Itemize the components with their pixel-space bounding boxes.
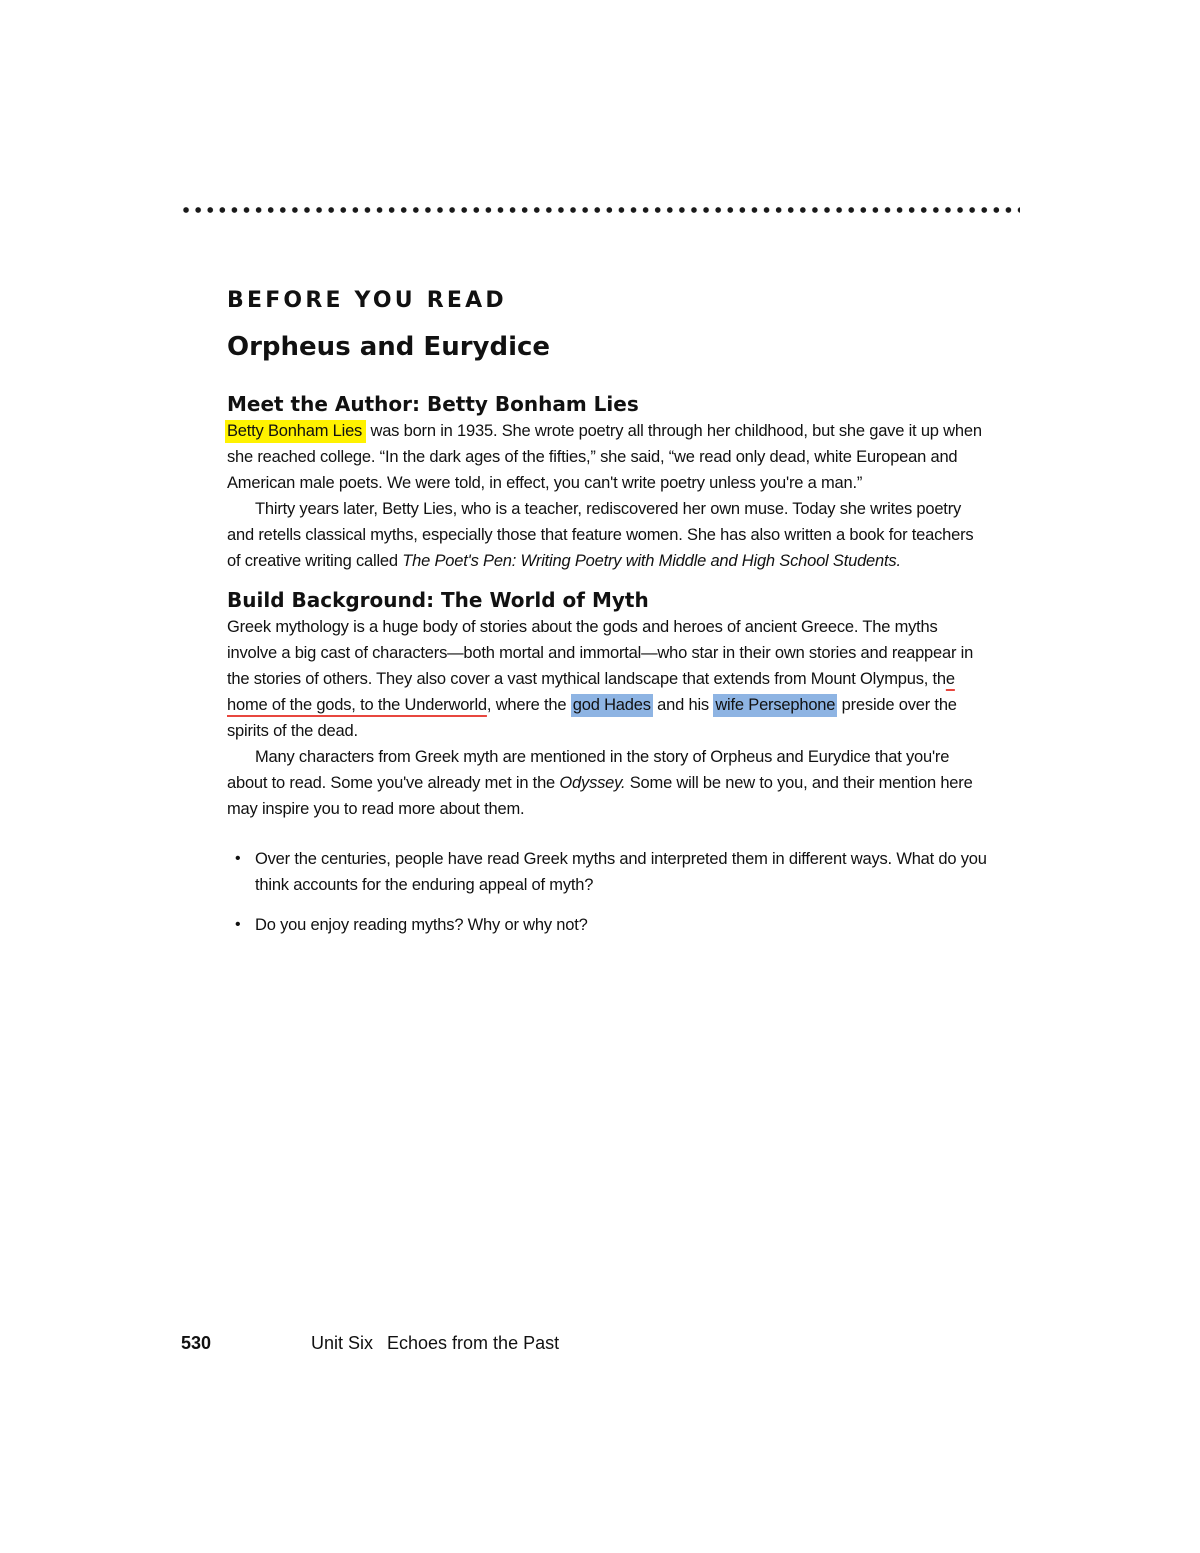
running-head xyxy=(311,1330,559,1356)
bg-p2-text-a: Many characters from Greek myth are mentioned in the story of Orpheus and Eurydice that you're about to read. Some you've already met in the xyxy=(227,748,950,792)
unit-label: Unit Six xyxy=(311,1333,374,1353)
bg-p1-text-d: preside over the spirits of the dead. xyxy=(227,696,957,740)
list-item xyxy=(227,846,987,898)
page-content xyxy=(227,286,987,952)
red-underline: e home of the gods, to the Underworld xyxy=(227,670,955,714)
bg-p1-text-a: Greek mythology is a huge body of stories about the gods and heroes of ancient Greece. The myths involve a big cast of characters—both mortal and immortal—who star in their own stories and reappear in the stories of others. They also cover a vast mythical landscape that extends from Mount Olympus, th xyxy=(227,618,974,688)
bg-p2-text-b: Some will be new to you, and their mention here may inspire you to read more about them. xyxy=(227,774,973,818)
bg-p1-text-b: , where the xyxy=(486,696,571,714)
list-item-text: Do you enjoy reading myths? Why or why not? xyxy=(255,916,588,934)
author-p2-text: Thirty years later, Betty Lies, who is a teacher, rediscovered her own muse. Today she writes poetry and retells classical myths, especially those that feature women. She has also written a book for teachers of creative writing called xyxy=(227,500,974,570)
bullet-icon: • xyxy=(235,916,241,933)
list-item xyxy=(227,912,987,938)
list-item-text: Over the centuries, people have read Greek myths and interpreted them in different ways. What do you think accounts for the enduring appeal of myth? xyxy=(255,850,987,894)
book-title: The Poet's Pen: Writing Poetry with Middle and High School Students. xyxy=(402,552,901,570)
author-heading: Meet the Author: Betty Bonham Lies xyxy=(227,392,639,416)
yellow-highlight: Betty Bonham Lies xyxy=(225,420,366,443)
author-paragraph-1 xyxy=(227,418,987,496)
author-p1-text: was born in 1935. She wrote poetry all through her childhood, but she gave it up when she reached college. “In the dark ages of the fifties,” she said, “we read only dead, white European and American male poets. We were told, in effect, you can't write poetry unless you're a man.” xyxy=(227,422,982,492)
background-paragraph-1 xyxy=(227,614,987,744)
question-list xyxy=(227,846,987,938)
bg-p1-text-c: and his xyxy=(652,696,714,714)
background-paragraph-2 xyxy=(227,744,987,822)
unit-title: Echoes from the Past xyxy=(387,1333,560,1353)
dotted-rule xyxy=(180,206,1020,214)
blue-highlight-hades: god Hades xyxy=(571,694,653,717)
page-number: 530 xyxy=(181,1333,212,1353)
blue-highlight-persephone: wife Persephone xyxy=(713,694,837,717)
section-kicker: BEFORE YOU READ xyxy=(227,288,507,313)
odyssey-title: Odyssey. xyxy=(559,774,626,792)
bullet-icon: • xyxy=(235,850,241,867)
page-title: Orpheus and Eurydice xyxy=(227,332,551,362)
author-paragraph-2 xyxy=(227,496,987,574)
background-heading: Build Background: The World of Myth xyxy=(227,588,649,612)
